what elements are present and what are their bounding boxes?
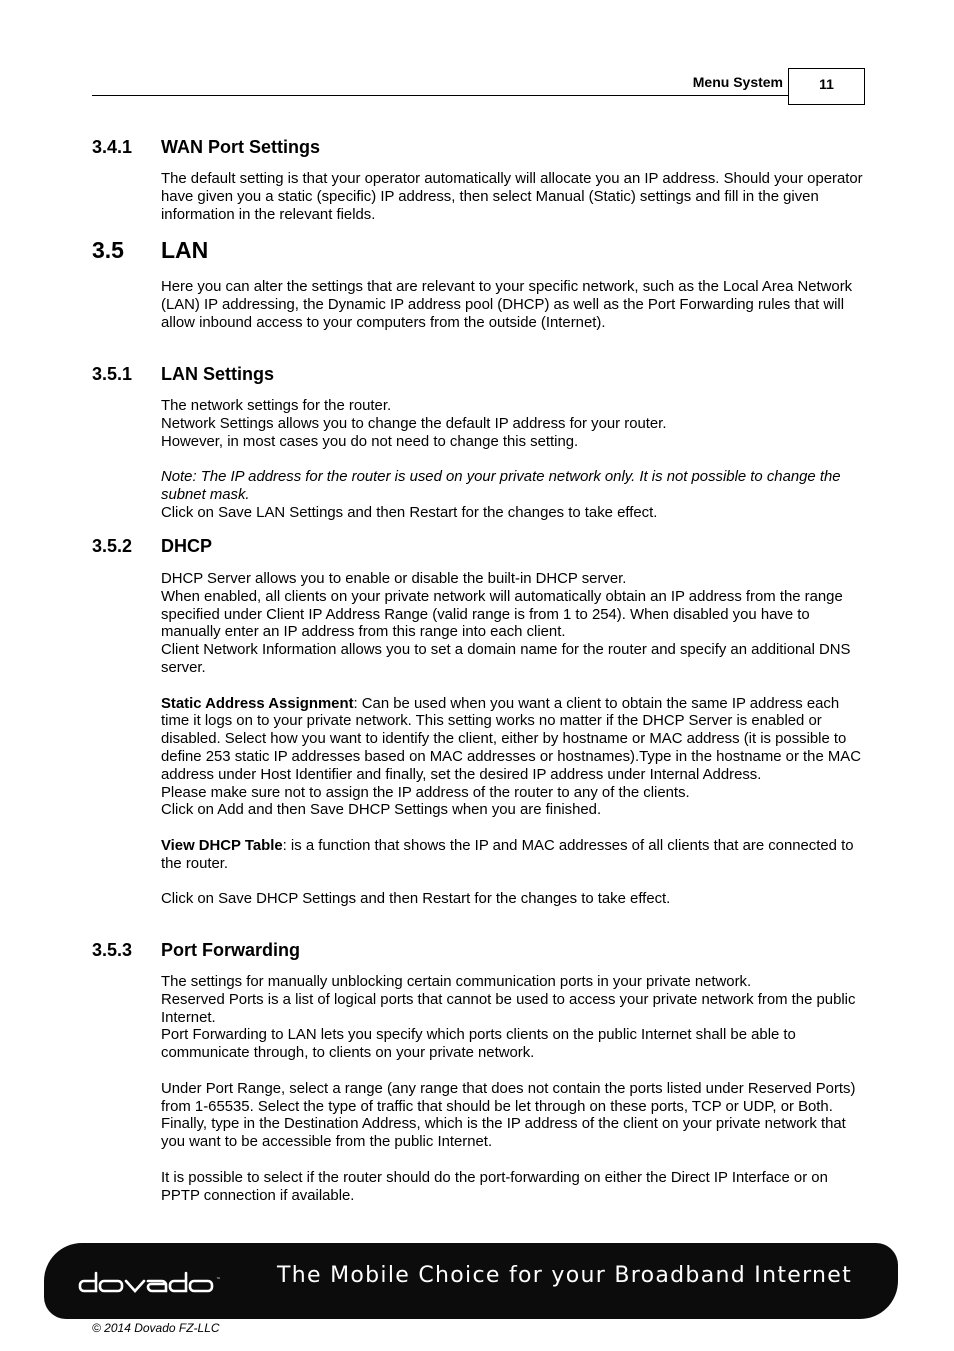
paragraph: Click on Add and then Save DHCP Settings when you are finished. — [161, 802, 602, 819]
header-rule — [92, 95, 788, 96]
footer-banner — [44, 1243, 898, 1319]
section-number: 3.5.3 — [92, 940, 133, 960]
paragraph: View DHCP Table: is a function that shows the IP and MAC addresses of all clients that are connected to the router. — [161, 837, 854, 872]
running-header-section: Menu System — [692, 74, 783, 90]
paragraph: The settings for manually unblocking certain communication ports in your private network. — [161, 974, 752, 990]
paragraph: It is possible to select if the router should do the port-forwarding on either the Direct IP Interface or on PPTP connection if available. — [161, 1169, 828, 1204]
section-title: DHCP — [161, 536, 213, 556]
paragraph: Under Port Range, select a range (any range that does not contain the ports listed under Reserved Ports) from 1-65535. Select the type of traffic that should be let through on these ports, TCP or UDP, or Both. Finally, type in the Destination Address, which is the IP address of the client on your private network that you want to be accessible from the public Internet. — [161, 1080, 856, 1151]
port-forwarding-body — [161, 974, 867, 1205]
section-title: LAN — [161, 237, 209, 263]
paragraph: When enabled, all clients on your private network will automatically obtain an IP address from the range specified under Client IP Address Range (valid range is from 1 to 254). When disabled you have to manually enter an IP address from this range into each client. — [161, 588, 843, 641]
page-number: 11 — [788, 68, 865, 105]
paragraph: Network Settings allows you to change the default IP address for your router. — [161, 415, 667, 432]
paragraph: Here you can alter the settings that are relevant to your specific network, such as the Local Area Network (LAN) IP addressing, the Dynamic IP address pool (DHCP) as well as the Port Forwarding rules that will allow inbound access to your computers from the outside (Internet). — [161, 279, 853, 331]
paragraph: Click on Save LAN Settings and then Restart for the changes to take effect. — [161, 504, 658, 521]
paragraph: Reserved Ports is a list of logical ports that cannot be used to access your private network from the public Internet. — [161, 991, 856, 1026]
paragraph: Port Forwarding to LAN lets you specify which ports clients on the public Internet shall be able to communicate through, to clients on your private network. — [161, 1027, 796, 1062]
section-title: LAN Settings — [161, 364, 275, 384]
paragraph: Static Address Assignment: Can be used when you want a client to obtain the same IP address each time it logs on to your private network. This setting works no matter if the DHCP Server is enabled or disabled. Select how you want to identify the client, either by hostname or MAC address (it is possible to define 253 static IP addresses based on MAC addresses or hostnames).Type in the hostname or the MAC address under Host Identifier and finally, set the desired IP address under Internal Address. — [161, 695, 861, 783]
lan-settings-body — [161, 398, 867, 523]
lan-body — [161, 279, 867, 332]
svg-text:™: ™ — [216, 1277, 221, 1283]
section-title: Port Forwarding — [161, 940, 300, 960]
note: Note: The IP address for the router is used on your private network only. It is not possible to change the subnet mask. — [161, 469, 841, 503]
copyright: © 2014 Dovado FZ-LLC — [92, 1321, 220, 1335]
section-number: 3.5.1 — [92, 364, 133, 384]
section-number: 3.4.1 — [92, 137, 133, 157]
term-static-address-assignment: Static Address Assignment — [161, 695, 354, 712]
footer-tagline: The Mobile Choice for your Broadband Internet — [277, 1263, 853, 1288]
dhcp-body — [161, 571, 867, 909]
paragraph: The network settings for the router. — [161, 398, 392, 414]
paragraph: DHCP Server allows you to enable or disable the built-in DHCP server. — [161, 571, 627, 587]
section-number: 3.5.2 — [92, 536, 133, 556]
paragraph: The default setting is that your operator automatically will allocate you an IP address. Should your operator have given you a static (specific) IP address, then select Manual (Static) settings and fill in the given information in the relevant fields. — [161, 171, 863, 223]
section-title: WAN Port Settings — [161, 137, 321, 157]
paragraph: However, in most cases you do not need to change this setting. — [161, 433, 579, 450]
wan-port-body — [161, 171, 867, 224]
paragraph: Click on Save DHCP Settings and then Restart for the changes to take effect. — [161, 891, 671, 908]
term-view-dhcp-table: View DHCP Table — [161, 837, 283, 854]
paragraph: Please make sure not to assign the IP address of the router to any of the clients. — [161, 784, 690, 801]
dovado-logo — [78, 1259, 228, 1299]
paragraph: Client Network Information allows you to set a domain name for the router and specify an additional DNS server. — [161, 642, 851, 676]
section-number: 3.5 — [92, 237, 124, 263]
